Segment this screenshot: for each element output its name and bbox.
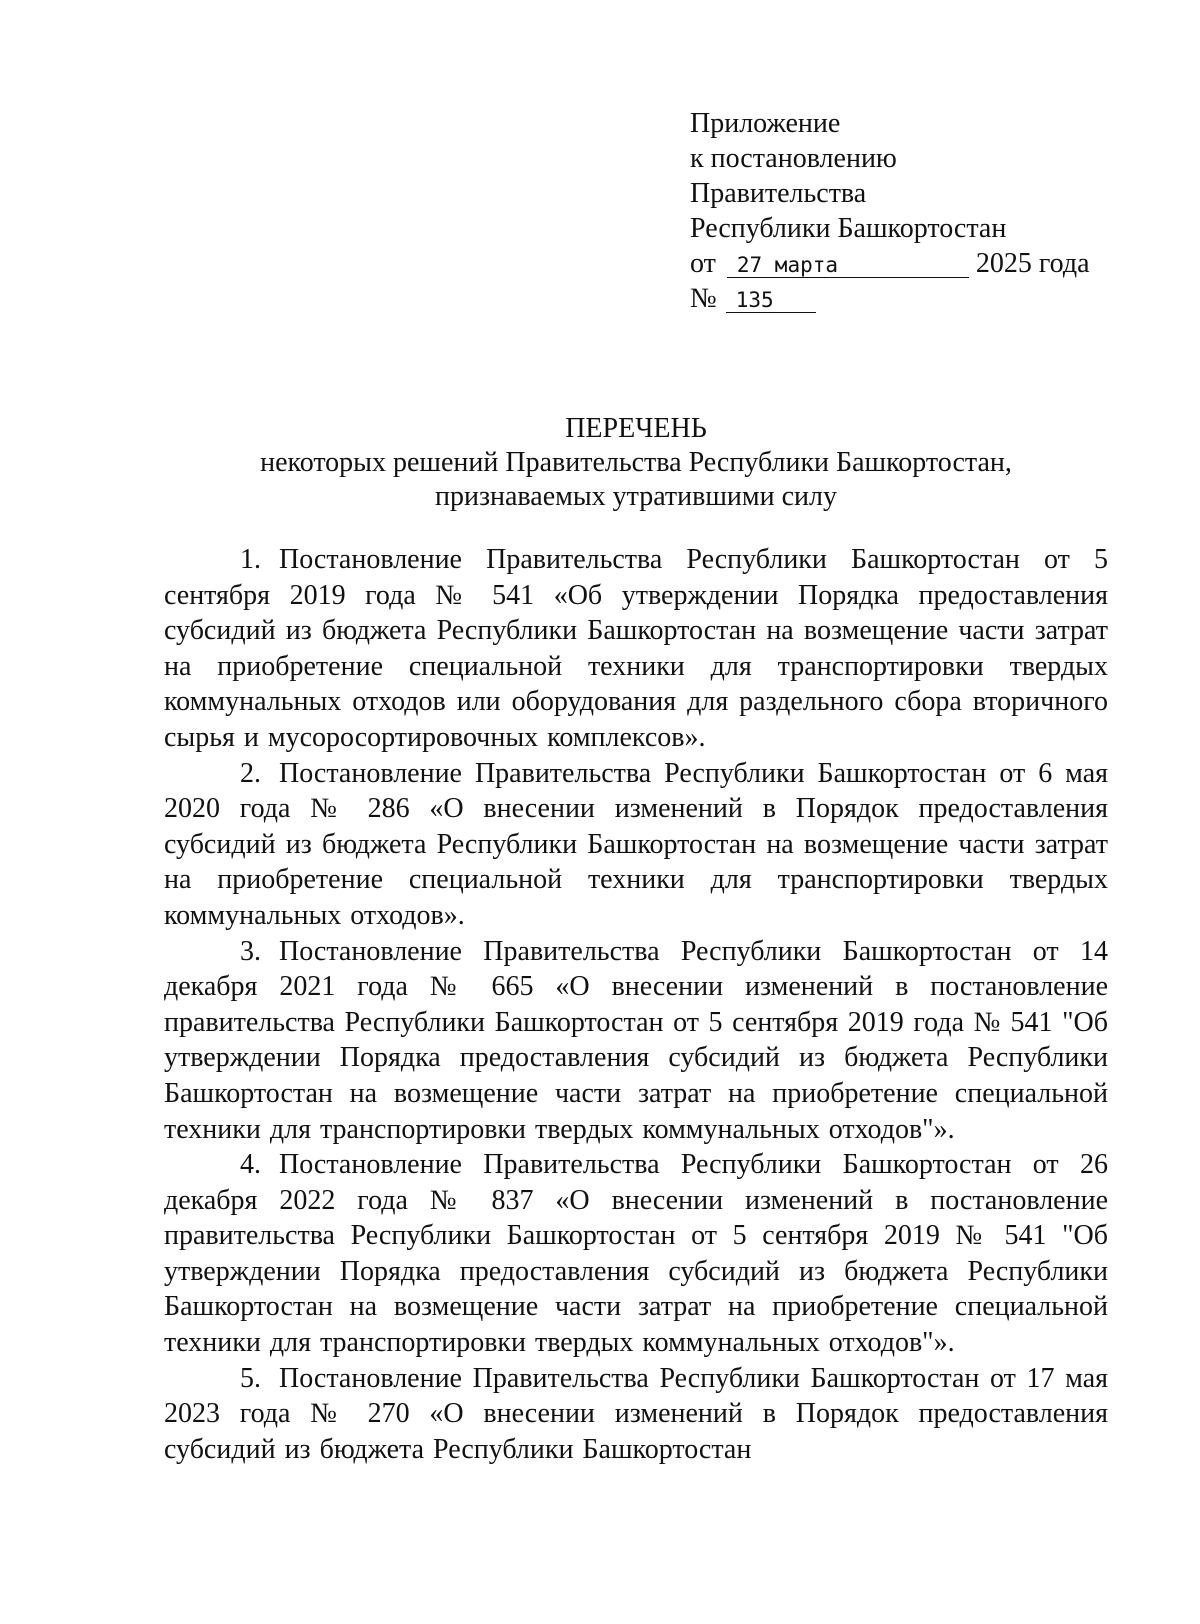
- date-value: 27 марта: [727, 253, 969, 278]
- list-item: [164, 542, 1108, 756]
- appendix-block: [690, 106, 1130, 316]
- item-number: 2.: [240, 757, 261, 789]
- item-number: 5.: [240, 1362, 261, 1394]
- item-text: Постановление Правительства Республики Башкортостан от 6 мая 2020 года № 286 «О внесении изменений в Порядок предоставления субсидий из бюджета Республики Башкортостан на возмещение части затрат на приобретение специальной техники для транспортировки твердых коммунальных отходов».: [164, 757, 1108, 931]
- number-prefix: №: [690, 283, 717, 314]
- item-text: Постановление Правительства Республики Башкортостан от 5 сентября 2019 года № 541 «Об утверждении Порядка предоставления субсидий из бюджета Республики Башкортостан на возмещение части затрат на приобретение специальной техники для транспортировки твердых коммунальных отходов или оборудования для раздельного сбора вторичного сырья и мусоросортировочных комплексов».: [164, 544, 1108, 753]
- item-number: 3.: [240, 935, 261, 967]
- appendix-line-3: Правительства: [690, 178, 867, 209]
- list-item: [164, 756, 1108, 934]
- appendix-date-line: [690, 246, 1130, 281]
- appendix-line-4: Республики Башкортостан: [690, 213, 1007, 244]
- item-number: 4.: [240, 1149, 261, 1181]
- heading-subtitle-1: некоторых решений Правительства Республики Башкортостан,: [260, 447, 1012, 478]
- list-item: [164, 1147, 1108, 1361]
- appendix-line-1: Приложение: [690, 108, 841, 139]
- item-text: Постановление Правительства Республики Башкортостан от 26 декабря 2022 года № 837 «О внесении изменений в постановление правительства Республики Башкортостан от 5 сентября 2019 № 541 "Об утверждении Порядка предоставления субсидий из бюджета Республики Башкортостан на возмещение части затрат на приобретение специальной техники для транспортировки твердых коммунальных отходов"».: [164, 1149, 1108, 1359]
- item-text: Постановление Правительства Республики Башкортостан от 14 декабря 2021 года № 665 «О внесении изменений в постановление правительства Республики Башкортостан от 5 сентября 2019 года № 541 "Об утверждении Порядка предоставления субсидий из бюджета Республики Башкортостан на возмещение части затрат на приобретение специальной техники для транспортировки твердых коммунальных отходов"».: [164, 935, 1108, 1145]
- appendix-number-line: [690, 281, 1130, 316]
- year-label: 2025 года: [975, 248, 1090, 279]
- list-item: [164, 1361, 1108, 1468]
- item-text: Постановление Правительства Республики Башкортостан от 17 мая 2023 года № 270 «О внесении изменений в Порядок предоставления субсидий из бюджета Республики Башкортостан: [164, 1362, 1108, 1465]
- heading-title: ПЕРЕЧЕНЬ: [565, 413, 707, 444]
- document-heading: [160, 412, 1112, 514]
- document-body: [164, 542, 1108, 1467]
- number-value: 135: [726, 288, 816, 313]
- date-prefix: от: [690, 248, 716, 279]
- item-number: 1.: [240, 544, 261, 575]
- list-item: [164, 934, 1108, 1148]
- heading-subtitle-2: признаваемых утратившими силу: [434, 481, 838, 512]
- appendix-line-2: к постановлению: [690, 143, 897, 174]
